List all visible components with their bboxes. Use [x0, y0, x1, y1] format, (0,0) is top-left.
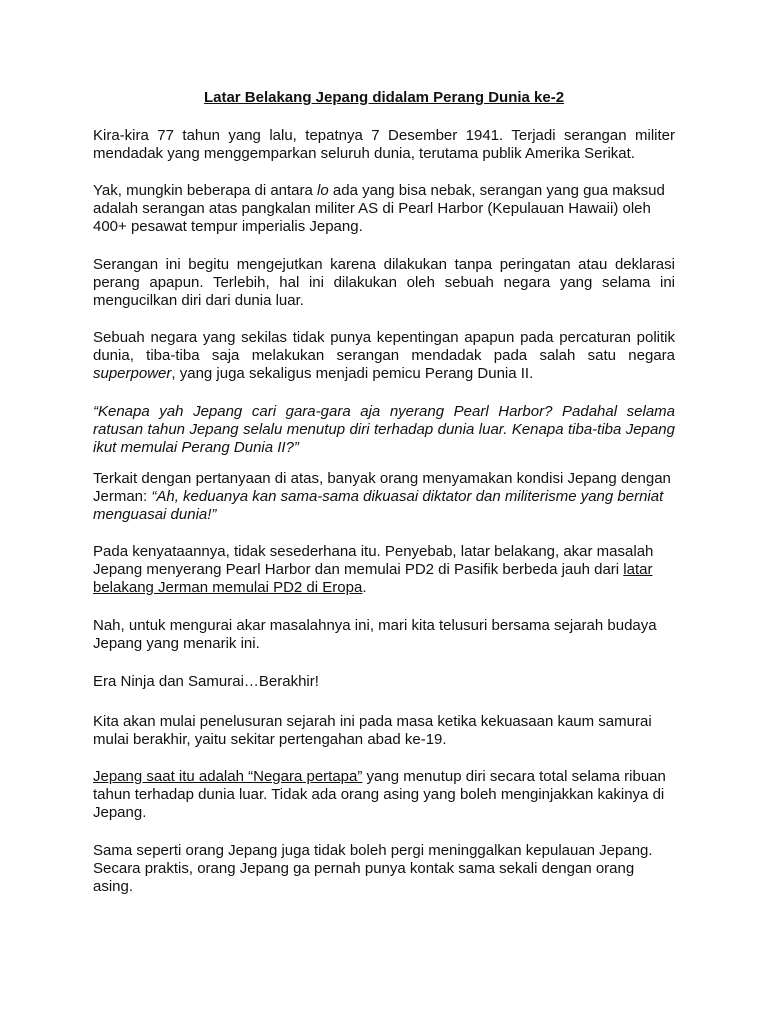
paragraph-4: [93, 329, 675, 383]
link-latar-belakang-jerman[interactable]: latar belakang Jerman memulai PD2 di Eropa: [93, 561, 653, 596]
paragraph-4-text-a: Sebuah negara yang sekilas tidak punya kepentingan apapun pada percaturan politik dunia, tiba-tiba saja melakukan serangan mendadak pada salah satu negara: [93, 329, 675, 364]
paragraph-3: Serangan ini begitu mengejutkan karena dilakukan tanpa peringatan atau deklarasi perang apapun. Terlebih, hal ini dilakukan oleh sebuah negara yang selama ini mengucilkan diri dari dunia luar.: [93, 256, 675, 309]
quote-paragraph: “Kenapa yah Jepang cari gara-gara aja nyerang Pearl Harbor? Padahal selama ratusan tahun Jepang selalu menutup diri terhadap dunia luar. Kenapa tiba-tiba Jepang ikut memulai Perang Dunia II?”: [93, 403, 675, 456]
section-heading: Era Ninja dan Samurai…Berakhir!: [93, 673, 319, 690]
paragraph-11: [93, 768, 675, 822]
paragraph-6-italic-quote: “Ah, keduanya kan sama-sama dikuasai diktator dan militerisme yang berniat menguasai dunia!”: [93, 488, 664, 523]
paragraph-11-text-c: yang menutup diri secara total selama ribuan tahun terhadap dunia luar. Tidak ada orang asing yang boleh menginjakkan kakinya di Jepang.: [93, 768, 666, 821]
paragraph-6-text-a: Terkait dengan pertanyaan di atas, banyak orang menyamakan kondisi Jepang dengan Jerman:: [93, 470, 671, 505]
paragraph-4-text-c: , yang juga sekaligus menjadi pemicu Perang Dunia II.: [171, 365, 534, 382]
link-negara-pertapa[interactable]: Jepang saat itu adalah “Negara pertapa”: [93, 768, 363, 785]
page-title: Latar Belakang Jepang didalam Perang Dunia ke-2: [203, 89, 565, 106]
paragraph-4-italic-superpower: superpower: [93, 365, 172, 382]
paragraph-7-text-c: .: [362, 579, 367, 596]
paragraph-2: [93, 182, 675, 236]
paragraph-8: Nah, untuk mengurai akar masalahnya ini, mari kita telusuri bersama sejarah budaya Jepang yang menarik ini.: [93, 617, 657, 652]
paragraph-1: Kira-kira 77 tahun yang lalu, tepatnya 7 Desember 1941. Terjadi serangan militer mendadak yang menggemparkan seluruh dunia, terutama publik Amerika Serikat.: [93, 127, 675, 162]
paragraph-10: Kita akan mulai penelusuran sejarah ini pada masa ketika kekuasaan kaum samurai mulai berakhir, yaitu sekitar pertengahan abad ke-19.: [93, 713, 652, 748]
paragraph-2-text-a: Yak, mungkin beberapa di antara: [93, 182, 318, 199]
paragraph-7-text-a: Pada kenyataannya, tidak sesederhana itu. Penyebab, latar belakang, akar masalah Jepang menyerang Pearl Harbor dan memulai PD2 di Pasifik berbeda jauh dari: [93, 543, 654, 578]
paragraph-2-text-c: ada yang bisa nebak, serangan yang gua maksud adalah serangan atas pangkalan militer AS di Pearl Harbor (Kepulauan Hawaii) oleh 400+ pesawat tempur imperialis Jepang.: [93, 182, 665, 235]
paragraph-2-italic-lo: lo: [317, 182, 329, 199]
paragraph-7: [93, 543, 675, 597]
paragraph-6: [93, 470, 675, 524]
paragraph-12: Sama seperti orang Jepang juga tidak boleh pergi meninggalkan kepulauan Jepang. Secara praktis, orang Jepang ga pernah punya kontak sama sekali dengan orang asing.: [93, 842, 653, 895]
